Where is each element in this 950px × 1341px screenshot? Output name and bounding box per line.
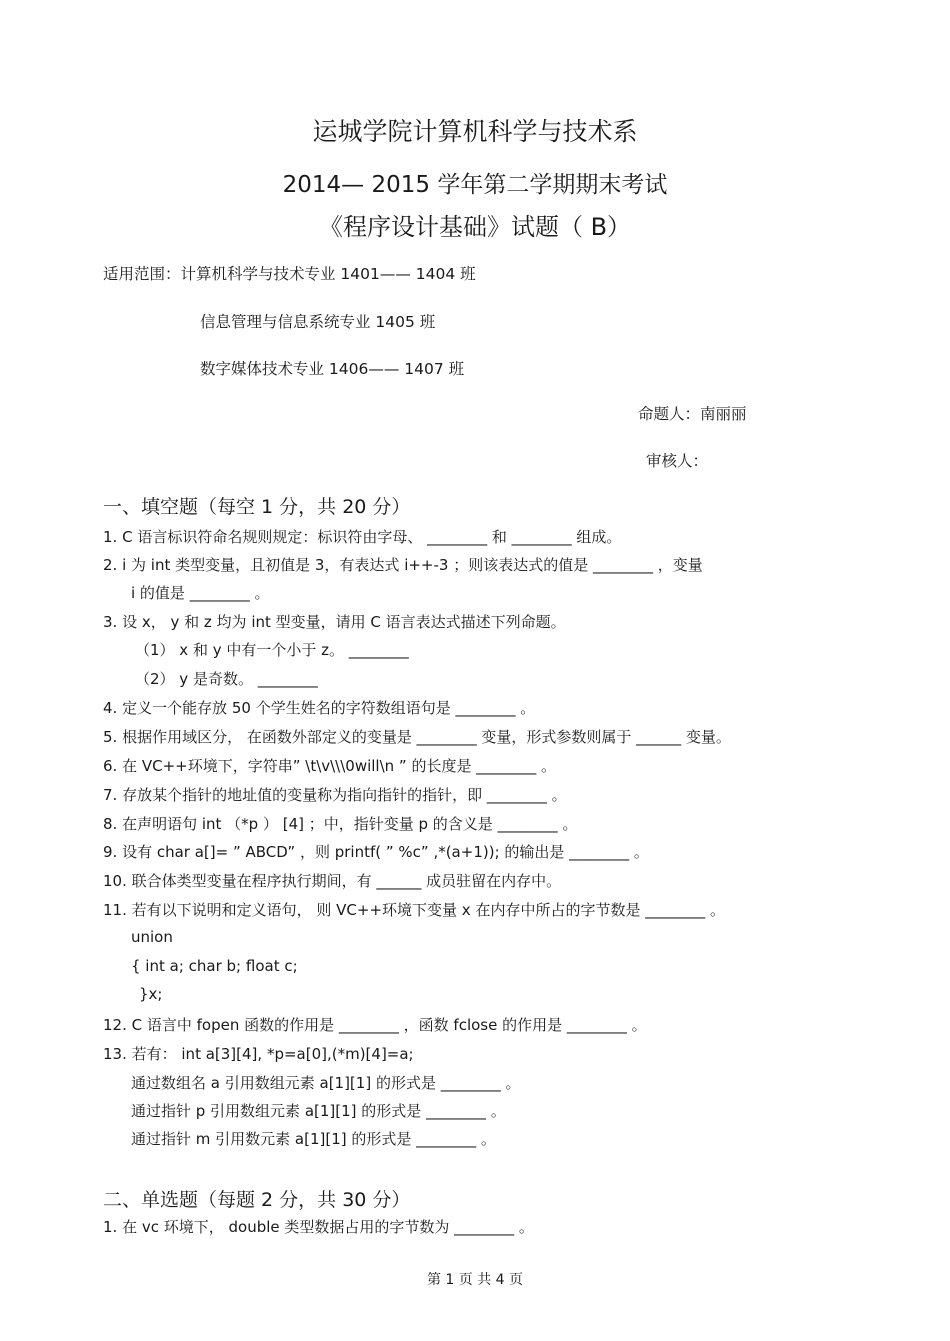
section-2-heading: 二、单选题（每题 2 分，共 30 分）: [103, 1189, 411, 1211]
question-line: 12. C 语言中 fopen 函数的作用是 ________ ，函数 fclose 的作用是 ________ 。: [103, 1016, 647, 1034]
question-line: 1. 在 vc 环境下， double 类型数据占用的字节数为 ________ 。: [103, 1218, 534, 1236]
scope-line-1: 适用范围：计算机科学与技术专业 1401—— 1404 班: [103, 265, 476, 283]
scope-line-3: 数字媒体技术专业 1406—— 1407 班: [200, 360, 465, 378]
question-line: 13. 若有： int a[3][4], *p=a[0],(*m)[4]=a;: [103, 1045, 414, 1063]
school-title: 运城学院计算机科学与技术系: [312, 117, 638, 146]
question-setter: 命题人：南丽丽: [638, 405, 747, 423]
reviewer: 审核人：: [646, 452, 709, 470]
question-line: 8. 在声明语句 int （*p ） [4] ；中，指针变量 p 的含义是 ________ 。: [103, 815, 578, 833]
question-line: 9. 设有 char a[]= ” ABCD” ，则 printf( ” %c” ,*(a+1)); 的输出是 ________ 。: [103, 843, 649, 861]
question-line: 通过指针 p 引用数组元素 a[1][1] 的形式是 ________ 。: [131, 1102, 506, 1120]
question-line: （2） y 是奇数。 ________: [135, 670, 318, 688]
question-line: 10. 联合体类型变量在程序执行期间，有 ______ 成员驻留在内存中。: [103, 872, 562, 890]
question-line: 7. 存放某个指针的地址值的变量称为指向指针的指针，即 ________ 。: [103, 786, 567, 804]
question-line: i 的值是 ________ 。: [131, 584, 270, 602]
question-line: 6. 在 VC++环境下，字符串” \t\v\\\0will\n ” 的长度是 ________ 。: [103, 757, 557, 775]
question-line: }x;: [139, 985, 163, 1003]
section-1-heading: 一、填空题（每空 1 分，共 20 分）: [103, 496, 411, 518]
question-line: union: [131, 928, 173, 946]
question-line: 1. C 语言标识符命名规则规定：标识符由字母、 ________ 和 ________ 组成。: [103, 528, 622, 546]
question-line: （1） x 和 y 中有一个小于 z。 ________: [135, 641, 409, 659]
question-line: 2. i 为 int 类型变量，且初值是 3，有表达式 i++-3 ；则该表达式的值是 ________ ，变量: [103, 556, 703, 574]
scope-line-2: 信息管理与信息系统专业 1405 班: [200, 313, 436, 331]
question-line: { int a; char b; float c;: [131, 957, 298, 975]
question-line: 通过数组名 a 引用数组元素 a[1][1] 的形式是 ________ 。: [131, 1074, 521, 1092]
question-line: 11. 若有以下说明和定义语句， 则 VC++环境下变量 x 在内存中所占的字节数是 ________ 。: [103, 901, 725, 919]
question-line: 4. 定义一个能存放 50 个学生姓名的字符数组语句是 ________ 。: [103, 699, 536, 717]
course-title: 《程序设计基础》试题（ B）: [318, 213, 632, 241]
question-line: 通过指针 m 引用数元素 a[1][1] 的形式是 ________ 。: [131, 1130, 496, 1148]
question-line: 5. 根据作用域区分， 在函数外部定义的变量是 ________ 变量，形式参数则属于 ______ 变量。: [103, 728, 731, 746]
page-footer: 第 1 页 共 4 页: [426, 1272, 524, 1288]
exam-term-title: 2014— 2015 学年第二学期期末考试: [282, 172, 668, 198]
question-line: 3. 设 x， y 和 z 均为 int 型变量，请用 C 语言表达式描述下列命题。: [103, 613, 566, 631]
